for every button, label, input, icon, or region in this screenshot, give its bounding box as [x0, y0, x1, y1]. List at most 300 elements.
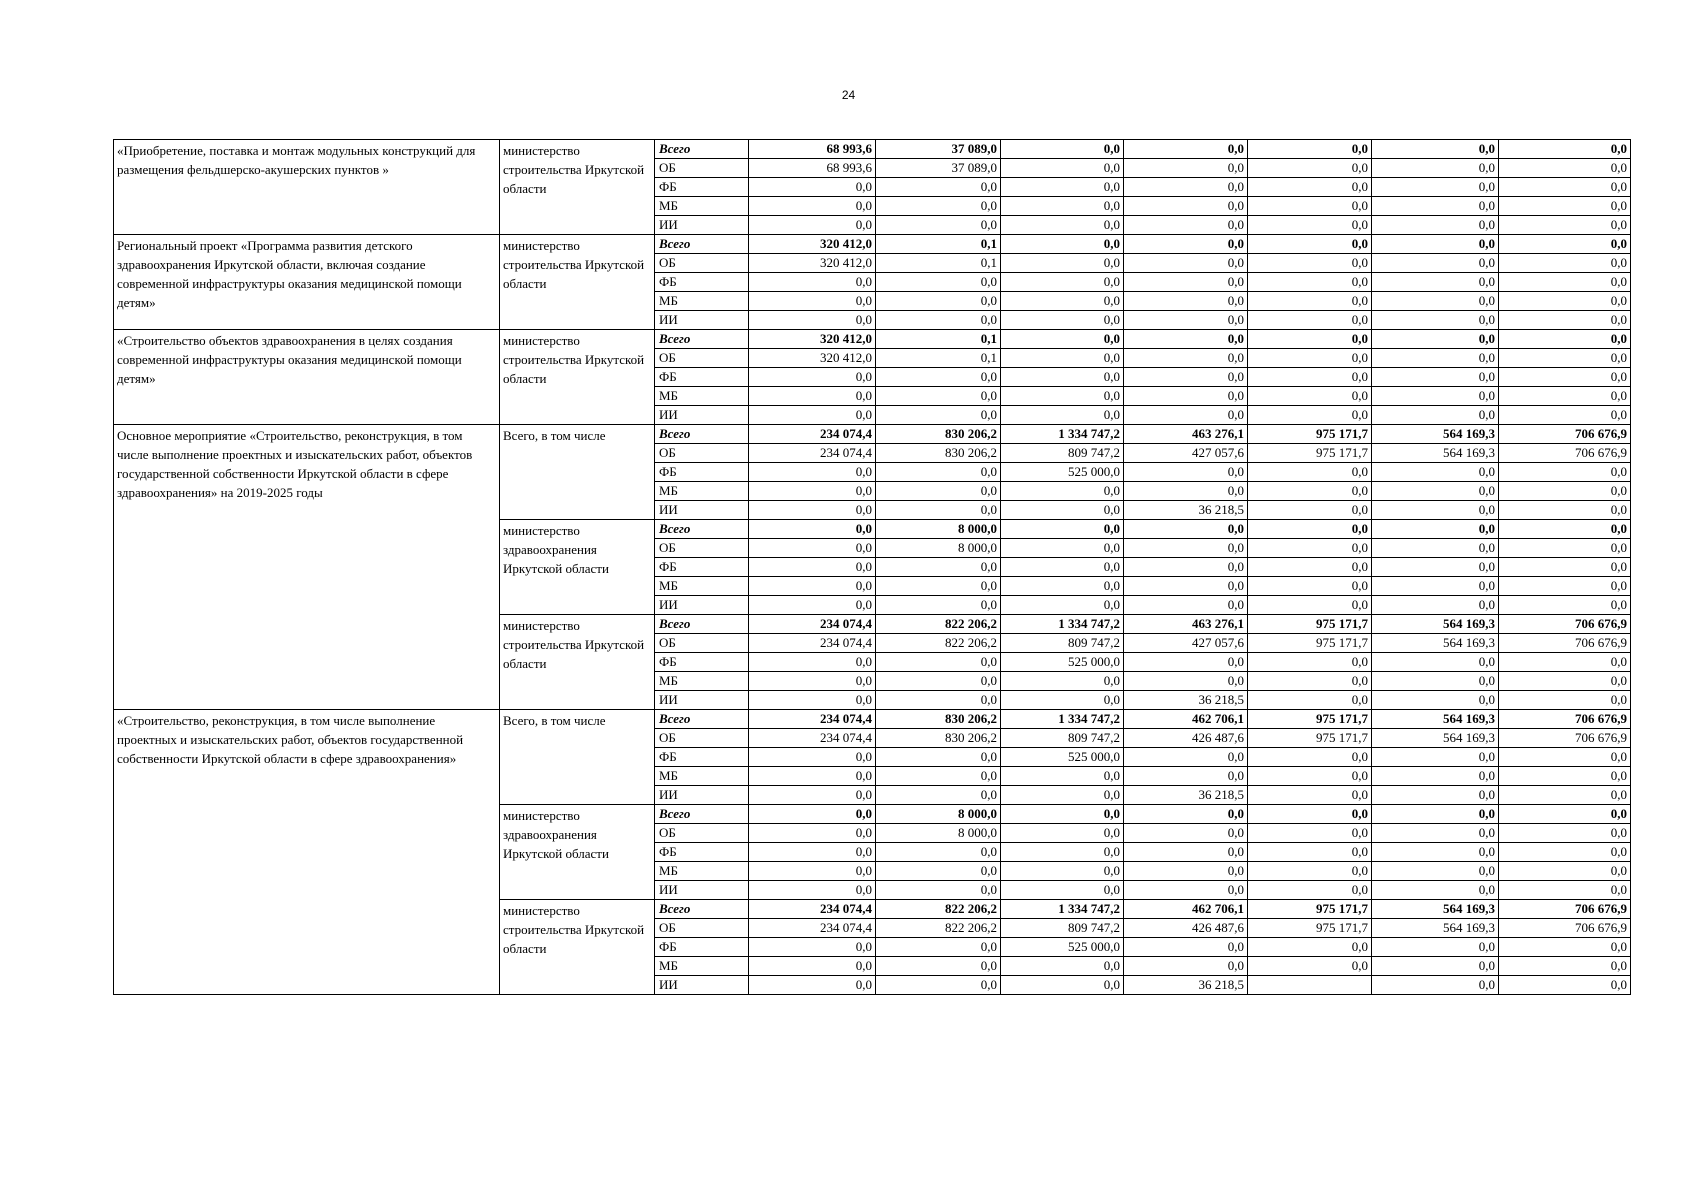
funding-source: Всего: [655, 140, 749, 159]
amount-cell: 0,0: [1001, 786, 1124, 805]
funding-source: ИИ: [655, 501, 749, 520]
amount-cell: 975 171,7: [1248, 425, 1372, 444]
funding-source: МБ: [655, 767, 749, 786]
funding-source: Всего: [655, 615, 749, 634]
amount-cell: 0,0: [876, 748, 1001, 767]
amount-cell: 426 487,6: [1124, 729, 1248, 748]
amount-cell: 0,0: [1124, 216, 1248, 235]
funding-source: ФБ: [655, 938, 749, 957]
amount-cell: 0,0: [1001, 957, 1124, 976]
amount-cell: 0,0: [1499, 691, 1631, 710]
amount-cell: 0,0: [1372, 577, 1499, 596]
amount-cell: 0,0: [749, 862, 876, 881]
amount-cell: 0,0: [1248, 577, 1372, 596]
funding-source: МБ: [655, 957, 749, 976]
amount-cell: 0,0: [876, 862, 1001, 881]
amount-cell: 0,0: [1499, 748, 1631, 767]
amount-cell: 0,0: [1124, 330, 1248, 349]
amount-cell: 234 074,4: [749, 444, 876, 463]
amount-cell: 0,0: [1499, 976, 1631, 995]
amount-cell: 0,0: [1499, 311, 1631, 330]
amount-cell: 0,0: [1124, 824, 1248, 843]
amount-cell: 0,0: [876, 311, 1001, 330]
amount-cell: 0,0: [1124, 368, 1248, 387]
amount-cell: 525 000,0: [1001, 748, 1124, 767]
funding-source: МБ: [655, 387, 749, 406]
funding-source: Всего: [655, 900, 749, 919]
amount-cell: 0,0: [1124, 254, 1248, 273]
funding-source: ФБ: [655, 653, 749, 672]
amount-cell: 0,0: [876, 178, 1001, 197]
amount-cell: 0,0: [749, 596, 876, 615]
funding-source: ОБ: [655, 254, 749, 273]
amount-cell: 0,0: [876, 843, 1001, 862]
amount-cell: 0,0: [1001, 976, 1124, 995]
amount-cell: 0,0: [1248, 938, 1372, 957]
amount-cell: 0,0: [1499, 501, 1631, 520]
amount-cell: 822 206,2: [876, 900, 1001, 919]
amount-cell: 0,0: [1124, 140, 1248, 159]
amount-cell: 320 412,0: [749, 254, 876, 273]
amount-cell: 0,0: [1001, 406, 1124, 425]
funding-source: Всего: [655, 520, 749, 539]
amount-cell: 0,0: [1124, 843, 1248, 862]
amount-cell: 0,0: [1499, 197, 1631, 216]
amount-cell: 234 074,4: [749, 900, 876, 919]
amount-cell: 0,0: [1372, 520, 1499, 539]
funding-source: ИИ: [655, 406, 749, 425]
amount-cell: 0,0: [749, 178, 876, 197]
amount-cell: 37 089,0: [876, 159, 1001, 178]
amount-cell: 36 218,5: [1124, 501, 1248, 520]
funding-source: ОБ: [655, 539, 749, 558]
amount-cell: 706 676,9: [1499, 425, 1631, 444]
funding-source: ОБ: [655, 349, 749, 368]
amount-cell: 0,0: [1001, 501, 1124, 520]
amount-cell: 0,0: [1372, 349, 1499, 368]
funding-source: ФБ: [655, 748, 749, 767]
amount-cell: 0,0: [1124, 349, 1248, 368]
amount-cell: 564 169,3: [1372, 919, 1499, 938]
amount-cell: 8 000,0: [876, 539, 1001, 558]
amount-cell: 0,0: [1499, 539, 1631, 558]
amount-cell: 0,0: [1001, 767, 1124, 786]
amount-cell: 0,0: [1499, 159, 1631, 178]
amount-cell: 1 334 747,2: [1001, 615, 1124, 634]
amount-cell: 0,0: [1372, 178, 1499, 197]
amount-cell: 525 000,0: [1001, 938, 1124, 957]
amount-cell: 0,0: [1372, 501, 1499, 520]
amount-cell: 0,0: [1124, 577, 1248, 596]
table-row: [114, 425, 1631, 444]
amount-cell: 0,0: [1248, 463, 1372, 482]
amount-cell: 37 089,0: [876, 140, 1001, 159]
amount-cell: 706 676,9: [1499, 615, 1631, 634]
amount-cell: 234 074,4: [749, 425, 876, 444]
amount-cell: 463 276,1: [1124, 425, 1248, 444]
amount-cell: 0,0: [876, 501, 1001, 520]
amount-cell: 0,0: [1248, 387, 1372, 406]
amount-cell: 0,0: [1124, 748, 1248, 767]
amount-cell: 0,0: [1124, 387, 1248, 406]
amount-cell: 0,0: [1001, 178, 1124, 197]
amount-cell: 0,0: [1248, 406, 1372, 425]
amount-cell: 975 171,7: [1248, 615, 1372, 634]
funding-source: ОБ: [655, 729, 749, 748]
funding-source: Всего: [655, 330, 749, 349]
amount-cell: 0,0: [1499, 387, 1631, 406]
amount-cell: 0,0: [1248, 691, 1372, 710]
amount-cell: 0,0: [1372, 292, 1499, 311]
event-description: «Приобретение, поставка и монтаж модульных конструкций для размещения фельдшерско-акушерских пунктов »: [114, 140, 500, 235]
table-row: [114, 140, 1631, 159]
amount-cell: 462 706,1: [1124, 710, 1248, 729]
amount-cell: 0,0: [1372, 368, 1499, 387]
amount-cell: 0,0: [1248, 596, 1372, 615]
amount-cell: 0,0: [1124, 292, 1248, 311]
amount-cell: 0,0: [749, 881, 876, 900]
amount-cell: 525 000,0: [1001, 653, 1124, 672]
amount-cell: 975 171,7: [1248, 710, 1372, 729]
table-row: [114, 235, 1631, 254]
amount-cell: 0,0: [1124, 273, 1248, 292]
amount-cell: 0,1: [876, 349, 1001, 368]
amount-cell: 0,0: [1372, 786, 1499, 805]
amount-cell: 0,0: [1372, 862, 1499, 881]
amount-cell: 36 218,5: [1124, 691, 1248, 710]
responsible-org: министерство строительства Иркутской области: [500, 900, 655, 995]
amount-cell: 0,0: [1124, 558, 1248, 577]
amount-cell: 0,0: [749, 406, 876, 425]
amount-cell: 0,0: [749, 938, 876, 957]
amount-cell: 0,0: [1372, 691, 1499, 710]
funding-source: ФБ: [655, 463, 749, 482]
amount-cell: 0,0: [1124, 957, 1248, 976]
amount-cell: 0,0: [1248, 311, 1372, 330]
amount-cell: 0,0: [1001, 577, 1124, 596]
page-number: 24: [841, 88, 856, 102]
amount-cell: 0,0: [1001, 159, 1124, 178]
funding-source: Всего: [655, 235, 749, 254]
funding-source: Всего: [655, 805, 749, 824]
amount-cell: 0,1: [876, 235, 1001, 254]
amount-cell: 0,0: [749, 786, 876, 805]
amount-cell: 0,0: [876, 767, 1001, 786]
event-description: «Строительство объектов здравоохранения в целях создания современной инфраструктуры оказания медицинской помощи детям»: [114, 330, 500, 425]
amount-cell: 0,0: [1248, 197, 1372, 216]
amount-cell: 0,0: [1248, 368, 1372, 387]
table-body: [114, 140, 1631, 995]
amount-cell: 36 218,5: [1124, 976, 1248, 995]
amount-cell: 0,0: [1372, 938, 1499, 957]
amount-cell: 0,0: [876, 786, 1001, 805]
amount-cell: 0,0: [876, 273, 1001, 292]
amount-cell: 0,0: [749, 824, 876, 843]
amount-cell: 0,0: [1001, 596, 1124, 615]
amount-cell: 525 000,0: [1001, 463, 1124, 482]
amount-cell: 8 000,0: [876, 520, 1001, 539]
responsible-org: Всего, в том числе: [500, 425, 655, 520]
amount-cell: 68 993,6: [749, 159, 876, 178]
amount-cell: 830 206,2: [876, 444, 1001, 463]
responsible-org: министерство здравоохранения Иркутской области: [500, 520, 655, 615]
amount-cell: 0,0: [876, 292, 1001, 311]
funding-source: Всего: [655, 710, 749, 729]
amount-cell: 706 676,9: [1499, 729, 1631, 748]
amount-cell: 0,0: [876, 691, 1001, 710]
amount-cell: 0,0: [876, 577, 1001, 596]
amount-cell: 0,0: [749, 292, 876, 311]
amount-cell: 0,0: [749, 311, 876, 330]
amount-cell: 0,0: [876, 596, 1001, 615]
amount-cell: 0,0: [749, 843, 876, 862]
amount-cell: 0,0: [1372, 273, 1499, 292]
amount-cell: 0,0: [1372, 976, 1499, 995]
amount-cell: 0,0: [1499, 140, 1631, 159]
amount-cell: 320 412,0: [749, 330, 876, 349]
event-description: Основное мероприятие «Строительство, реконструкция, в том числе выполнение проектных и изыскательских работ, объектов государственной собственности Иркутской области в сфере здравоохранения» на 2019-2025 годы: [114, 425, 500, 710]
amount-cell: 0,0: [1372, 216, 1499, 235]
event-description: Региональный проект «Программа развития детского здравоохранения Иркутской области, включая создание современной инфраструктуры оказания медицинской помощи детям»: [114, 235, 500, 330]
amount-cell: 0,0: [1372, 881, 1499, 900]
amount-cell: 0,0: [1001, 843, 1124, 862]
amount-cell: 0,0: [876, 938, 1001, 957]
funding-source: МБ: [655, 482, 749, 501]
amount-cell: 0,0: [1499, 406, 1631, 425]
amount-cell: 0,0: [1248, 767, 1372, 786]
responsible-org: министерство строительства Иркутской области: [500, 615, 655, 710]
funding-source: ОБ: [655, 444, 749, 463]
amount-cell: 0,0: [876, 406, 1001, 425]
amount-cell: 0,0: [1499, 824, 1631, 843]
amount-cell: 830 206,2: [876, 425, 1001, 444]
amount-cell: 0,0: [876, 672, 1001, 691]
responsible-org: министерство строительства Иркутской области: [500, 330, 655, 425]
amount-cell: 0,0: [1372, 805, 1499, 824]
amount-cell: 0,0: [1499, 520, 1631, 539]
amount-cell: 0,0: [1372, 596, 1499, 615]
amount-cell: 0,0: [1001, 691, 1124, 710]
amount-cell: 0,0: [1124, 653, 1248, 672]
amount-cell: 0,0: [749, 672, 876, 691]
amount-cell: 0,0: [1124, 767, 1248, 786]
amount-cell: 0,0: [749, 976, 876, 995]
amount-cell: 0,0: [1372, 387, 1499, 406]
amount-cell: 0,0: [1248, 482, 1372, 501]
amount-cell: 0,0: [1124, 805, 1248, 824]
amount-cell: 0,0: [1001, 824, 1124, 843]
amount-cell: 0,0: [1499, 938, 1631, 957]
amount-cell: 0,0: [749, 501, 876, 520]
amount-cell: 0,0: [1372, 957, 1499, 976]
amount-cell: 0,0: [1248, 216, 1372, 235]
amount-cell: 0,0: [1001, 805, 1124, 824]
amount-cell: 0,0: [1372, 767, 1499, 786]
funding-source: МБ: [655, 292, 749, 311]
amount-cell: 0,0: [1124, 178, 1248, 197]
amount-cell: 0,0: [1124, 672, 1248, 691]
funding-source: ФБ: [655, 558, 749, 577]
funding-source: ОБ: [655, 919, 749, 938]
amount-cell: 8 000,0: [876, 805, 1001, 824]
amount-cell: 0,0: [749, 273, 876, 292]
amount-cell: 809 747,2: [1001, 634, 1124, 653]
amount-cell: 706 676,9: [1499, 634, 1631, 653]
amount-cell: 0,0: [876, 653, 1001, 672]
amount-cell: 0,0: [1124, 159, 1248, 178]
funding-source: МБ: [655, 197, 749, 216]
amount-cell: 0,0: [749, 767, 876, 786]
amount-cell: 822 206,2: [876, 634, 1001, 653]
amount-cell: 830 206,2: [876, 710, 1001, 729]
amount-cell: 0,0: [1124, 406, 1248, 425]
amount-cell: 0,0: [749, 520, 876, 539]
amount-cell: 0,0: [1248, 254, 1372, 273]
amount-cell: 0,0: [876, 881, 1001, 900]
amount-cell: 0,0: [1499, 672, 1631, 691]
amount-cell: 975 171,7: [1248, 900, 1372, 919]
table-row: [114, 330, 1631, 349]
amount-cell: 0,0: [1499, 653, 1631, 672]
amount-cell: 0,0: [1001, 539, 1124, 558]
amount-cell: 0,0: [1124, 463, 1248, 482]
amount-cell: 0,0: [749, 691, 876, 710]
amount-cell: 0,0: [1001, 216, 1124, 235]
amount-cell: 427 057,6: [1124, 634, 1248, 653]
amount-cell: 0,0: [749, 197, 876, 216]
amount-cell: 1 334 747,2: [1001, 425, 1124, 444]
amount-cell: 0,0: [1499, 292, 1631, 311]
amount-cell: 0,0: [1248, 520, 1372, 539]
amount-cell: 0,0: [1124, 482, 1248, 501]
amount-cell: 975 171,7: [1248, 919, 1372, 938]
amount-cell: 0,0: [1499, 368, 1631, 387]
funding-source: ФБ: [655, 273, 749, 292]
amount-cell: 0,0: [1124, 311, 1248, 330]
funding-source: МБ: [655, 577, 749, 596]
amount-cell: 0,0: [876, 216, 1001, 235]
amount-cell: 0,0: [749, 216, 876, 235]
amount-cell: 0,0: [1499, 482, 1631, 501]
amount-cell: 0,0: [749, 482, 876, 501]
amount-cell: 0,0: [1124, 881, 1248, 900]
amount-cell: 0,0: [749, 387, 876, 406]
amount-cell: 0,0: [1372, 672, 1499, 691]
amount-cell: 234 074,4: [749, 729, 876, 748]
amount-cell: 0,0: [1001, 292, 1124, 311]
amount-cell: 0,0: [749, 558, 876, 577]
amount-cell: 0,0: [1372, 311, 1499, 330]
amount-cell: 0,0: [1499, 843, 1631, 862]
amount-cell: 0,0: [1248, 140, 1372, 159]
amount-cell: 0,0: [1001, 862, 1124, 881]
amount-cell: 0,0: [1001, 254, 1124, 273]
amount-cell: 427 057,6: [1124, 444, 1248, 463]
amount-cell: 234 074,4: [749, 710, 876, 729]
table-row: [114, 710, 1631, 729]
amount-cell: 462 706,1: [1124, 900, 1248, 919]
amount-cell: 0,0: [749, 957, 876, 976]
amount-cell: 830 206,2: [876, 729, 1001, 748]
amount-cell: 0,0: [1499, 273, 1631, 292]
responsible-org: министерство строительства Иркутской области: [500, 140, 655, 235]
amount-cell: 0,0: [1124, 235, 1248, 254]
funding-source: ФБ: [655, 178, 749, 197]
funding-source: ФБ: [655, 368, 749, 387]
amount-cell: 975 171,7: [1248, 729, 1372, 748]
amount-cell: 0,0: [1499, 558, 1631, 577]
amount-cell: 0,0: [749, 805, 876, 824]
amount-cell: 0,0: [1372, 558, 1499, 577]
amount-cell: 0,0: [1124, 520, 1248, 539]
amount-cell: 564 169,3: [1372, 615, 1499, 634]
amount-cell: 0,0: [1248, 501, 1372, 520]
funding-source: ИИ: [655, 976, 749, 995]
amount-cell: 0,0: [876, 368, 1001, 387]
amount-cell: 0,0: [876, 482, 1001, 501]
amount-cell: 0,0: [1248, 292, 1372, 311]
amount-cell: 0,0: [1001, 311, 1124, 330]
amount-cell: 426 487,6: [1124, 919, 1248, 938]
event-description: «Строительство, реконструкция, в том числе выполнение проектных и изыскательских работ, объектов государственной собственности Иркутской области в сфере здравоохранения»: [114, 710, 500, 995]
amount-cell: 0,0: [1248, 843, 1372, 862]
funding-source: ОБ: [655, 634, 749, 653]
amount-cell: 0,0: [1499, 216, 1631, 235]
amount-cell: 0,0: [1001, 273, 1124, 292]
amount-cell: 0,0: [1499, 235, 1631, 254]
amount-cell: 0,0: [1499, 178, 1631, 197]
amount-cell: 564 169,3: [1372, 900, 1499, 919]
amount-cell: 0,0: [1372, 653, 1499, 672]
amount-cell: 0,0: [1499, 862, 1631, 881]
amount-cell: 8 000,0: [876, 824, 1001, 843]
amount-cell: 0,0: [1248, 235, 1372, 254]
amount-cell: 0,0: [1001, 482, 1124, 501]
amount-cell: 0,0: [876, 197, 1001, 216]
amount-cell: 0,0: [1248, 653, 1372, 672]
amount-cell: 234 074,4: [749, 634, 876, 653]
amount-cell: 822 206,2: [876, 615, 1001, 634]
amount-cell: 0,0: [1499, 330, 1631, 349]
responsible-org: министерство здравоохранения Иркутской области: [500, 805, 655, 900]
amount-cell: 0,0: [1499, 957, 1631, 976]
amount-cell: 0,0: [1124, 938, 1248, 957]
amount-cell: 0,0: [1372, 824, 1499, 843]
amount-cell: 0,0: [1001, 558, 1124, 577]
amount-cell: 0,0: [876, 463, 1001, 482]
funding-source: ФБ: [655, 843, 749, 862]
amount-cell: 0,0: [876, 558, 1001, 577]
amount-cell: 0,0: [1499, 596, 1631, 615]
amount-cell: 0,0: [1499, 786, 1631, 805]
funding-source: ИИ: [655, 786, 749, 805]
funding-source: ИИ: [655, 691, 749, 710]
funding-source: ИИ: [655, 311, 749, 330]
funding-source: ОБ: [655, 159, 749, 178]
budget-table: [113, 139, 1631, 995]
amount-cell: 706 676,9: [1499, 710, 1631, 729]
amount-cell: 0,0: [1372, 330, 1499, 349]
amount-cell: 0,0: [749, 577, 876, 596]
amount-cell: 822 206,2: [876, 919, 1001, 938]
amount-cell: 564 169,3: [1372, 444, 1499, 463]
amount-cell: 0,0: [1372, 463, 1499, 482]
amount-cell: 0,0: [1001, 881, 1124, 900]
amount-cell: 0,0: [749, 653, 876, 672]
amount-cell: 234 074,4: [749, 919, 876, 938]
responsible-org: Всего, в том числе: [500, 710, 655, 805]
amount-cell: 0,0: [1001, 140, 1124, 159]
